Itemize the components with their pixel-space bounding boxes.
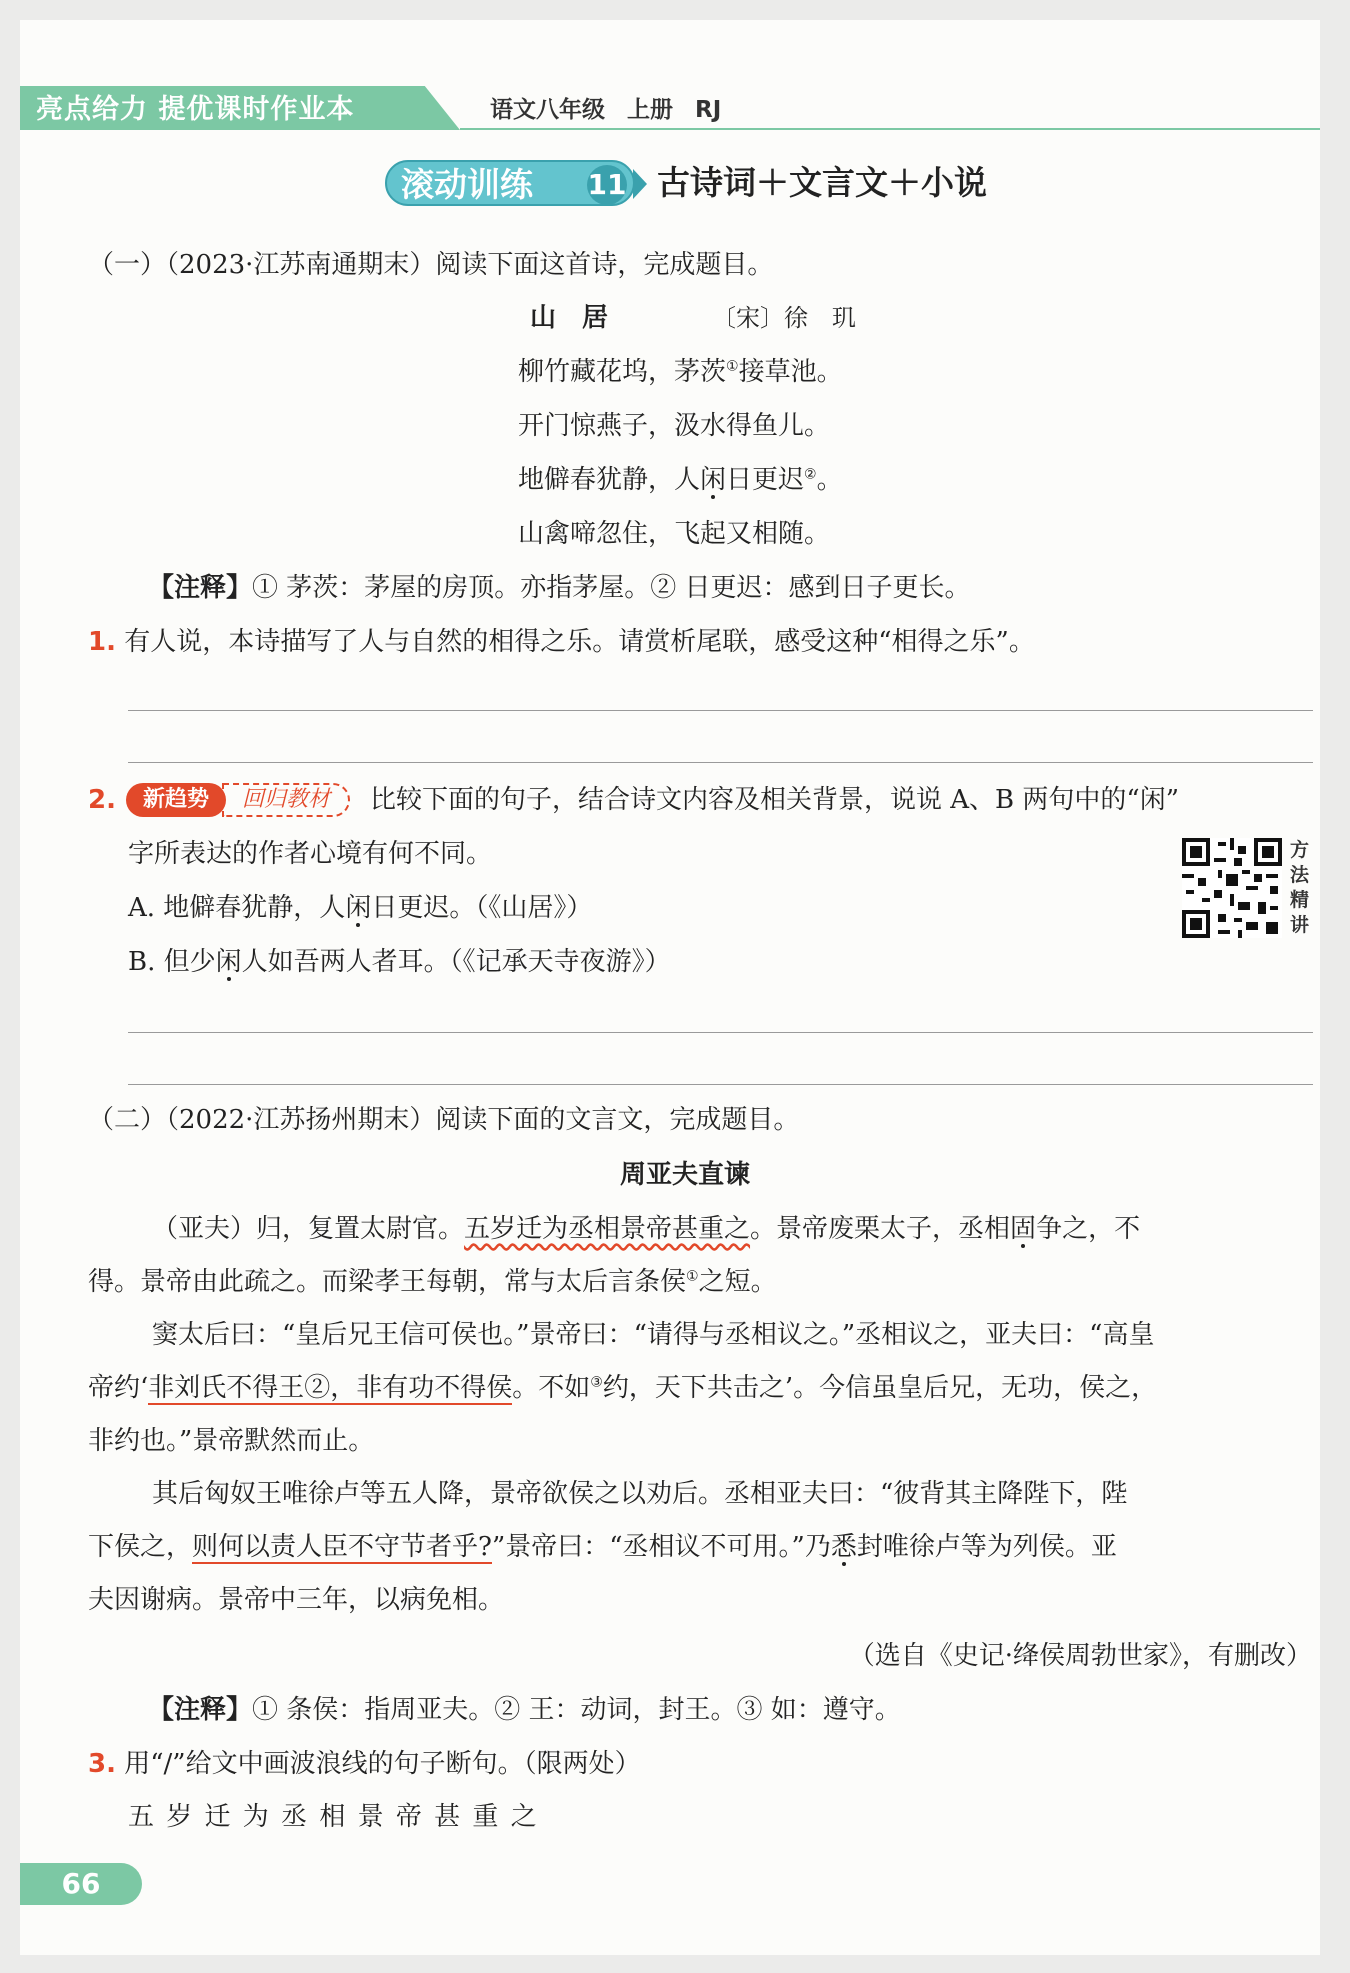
option-a (128, 888, 592, 928)
footnote-mark: ① (726, 358, 739, 375)
poem-line-4: 山禽啼忽住，飞起又相随。 (518, 519, 831, 549)
passage-p2-line3: 非约也。”景帝默然而止。 (88, 1426, 375, 1456)
footnote-mark: ③ (590, 1374, 603, 1391)
passage-p1-line2 (88, 1262, 777, 1302)
passage-p2-line2 (88, 1368, 1157, 1408)
note-text: ① 条侯：指周亚夫。② 王：动词，封王。③ 如：遵守。 (252, 1695, 901, 1725)
textbook-tag: 回归教材 (222, 783, 350, 817)
passage-text: 。不如 (512, 1373, 591, 1403)
wavy-underlined-sentence: 五岁迁为丞相景帝甚重之 (464, 1214, 751, 1244)
question-text: 用“/”给文中画波浪线的句子断句。（限两处） (124, 1749, 641, 1779)
emphasis-dot-char: 闲 (345, 893, 372, 923)
note-text: ① 茅茨：茅屋的房顶。亦指茅屋。② 日更迟：感到日子更长。 (252, 573, 971, 603)
poem-line-3-c: 日更迟 (726, 465, 805, 495)
part1-intro: （一）（2023·江苏南通期末）阅读下面这首诗，完成题目。 (88, 250, 774, 280)
note-label: 【注释】 (148, 1695, 253, 1725)
question-number: 1. (88, 627, 116, 657)
option-a-pre: A. 地僻春犹静，人 (128, 893, 346, 923)
poem-line-3-b: 。 (816, 465, 843, 495)
emphasis-dot-char: 闲 (215, 947, 242, 977)
passage-title: 周亚夫直谏 (620, 1160, 751, 1190)
passage-text: 。景帝废栗太子，丞相 (750, 1214, 1011, 1244)
header-subject: 语文八年级 上册 RJ (490, 97, 722, 123)
passage-text: （亚夫）归，复置太尉官。 (152, 1214, 465, 1244)
question-2-text-1: 比较下面的句子，结合诗文内容及相关背景，说说 A、B 两句中的“闲” (370, 785, 1179, 815)
question-number: 2. (88, 785, 116, 815)
passage-p3-line2 (88, 1527, 1117, 1567)
passage-text: ”景帝曰：“丞相议不可用。”乃 (491, 1532, 831, 1562)
poem-line-3-a: 地僻春犹静，人 (518, 465, 701, 495)
poem-author: 〔宋〕徐 玑 (712, 304, 856, 332)
passage-p3-line1: 其后匈奴王唯徐卢等五人降，景帝欲侯之以劝后。丞相亚夫曰：“彼背其主降陛下，陛 (152, 1479, 1128, 1509)
question-3 (88, 1744, 641, 1784)
emphasis-dot-char: 悉 (830, 1532, 857, 1562)
new-trend-badge: 新趋势 (126, 783, 226, 817)
passage-p3-line3: 夫因谢病。景帝中三年，以病免相。 (88, 1585, 505, 1615)
poem-line-1-b: 接草池。 (738, 357, 843, 387)
question-1 (88, 622, 1035, 662)
passage-p1-line1 (152, 1209, 1140, 1249)
passage-text: 之短。 (698, 1267, 777, 1297)
title-arrow-icon (633, 169, 647, 199)
passage-source: （选自《史记·绛侯周勃世家》，有删改） (848, 1641, 1312, 1671)
passage-text: 争之，不 (1036, 1214, 1141, 1244)
note-label: 【注释】 (148, 573, 253, 603)
answer-line[interactable] (128, 710, 1313, 711)
poem-line-3 (518, 460, 843, 500)
header-series: 亮点给力 提优课时作业本 (36, 94, 355, 125)
option-b-post: 人如吾两人者耳。（《记承天寺夜游》） (241, 947, 671, 977)
passage-text: 帝约‘ (88, 1373, 149, 1403)
passage-text: 约，天下共击之’。今信虽皇后兄，无功，侯之， (602, 1373, 1158, 1403)
question-2-number-wrap (88, 780, 116, 820)
poem-line-2: 开门惊燕子，汲水得鱼儿。 (518, 411, 831, 441)
answer-line[interactable] (128, 1032, 1313, 1033)
title-pill-text: 滚动训练 (401, 165, 533, 204)
passage-text: 下侯之， (88, 1532, 193, 1562)
title-number: 11 (587, 165, 627, 205)
header-rule (460, 128, 1320, 130)
poem-line-1-a: 柳竹藏花坞，茅茨 (518, 357, 727, 387)
passage-p2-line1: 窦太后曰：“皇后兄王信可侯也。”景帝曰：“请得与丞相议之。”丞相议之，亚夫曰：“高皇 (152, 1320, 1155, 1350)
footnote-mark: ② (804, 466, 817, 483)
part2-note (148, 1690, 901, 1730)
option-a-post: 日更迟。（《山居》） (371, 893, 593, 923)
question-3-sentence[interactable]: 五 岁 迁 为 丞 相 景 帝 甚 重 之 (128, 1802, 539, 1832)
passage-text: 得。景帝由此疏之。而梁孝王每朝，常与太后言条侯 (88, 1267, 687, 1297)
answer-line[interactable] (128, 762, 1313, 763)
question-text: 有人说，本诗描写了人与自然的相得之乐。请赏析尾联，感受这种“相得之乐”。 (124, 627, 1035, 657)
title-pill (385, 160, 635, 206)
option-b (128, 942, 671, 982)
question-number: 3. (88, 1749, 116, 1779)
option-b-pre: B. 但少 (128, 947, 216, 977)
passage-text: 封唯徐卢等为列侯。亚 (856, 1532, 1117, 1562)
title-main: 古诗词＋文言文＋小说 (657, 163, 987, 202)
poem-line-1 (518, 352, 843, 392)
qr-label: 方法精讲 (1290, 839, 1310, 936)
emphasis-dot-char: 固 (1010, 1214, 1037, 1244)
underlined-sentence: 非刘氏不得王②，非有功不得侯 (148, 1373, 513, 1403)
part1-note (148, 568, 971, 608)
question-2-text-2: 字所表达的作者心境有何不同。 (128, 839, 493, 869)
emphasis-dot-char: 闲 (700, 465, 727, 495)
answer-line[interactable] (128, 1084, 1313, 1085)
poem-title: 山 居 (530, 303, 609, 333)
footnote-mark: ① (686, 1268, 699, 1285)
underlined-sentence: 则何以责人臣不守节者乎? (192, 1532, 492, 1562)
page-number: 66 (20, 1863, 142, 1905)
part2-intro: （二）（2022·江苏扬州期末）阅读下面的文言文，完成题目。 (88, 1105, 800, 1135)
qr-code-icon[interactable] (1182, 838, 1282, 938)
